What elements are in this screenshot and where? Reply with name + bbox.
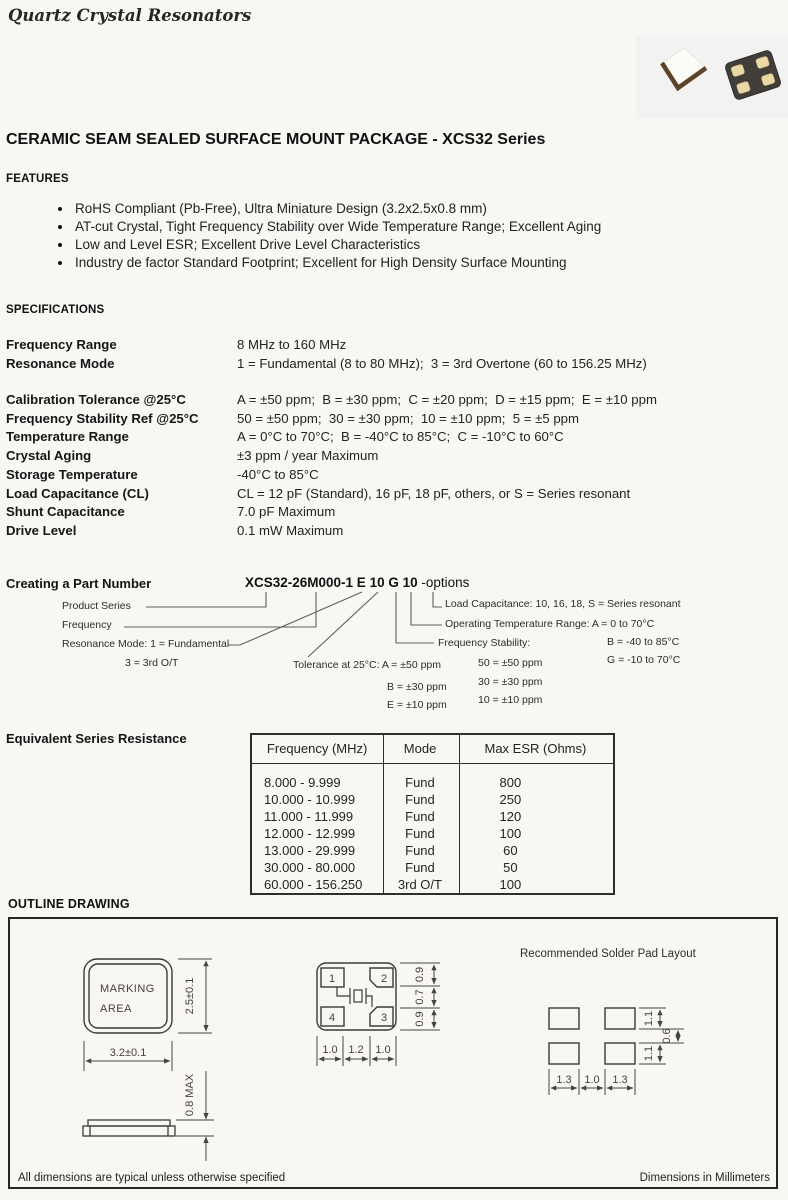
esr-table-body — [252, 764, 613, 893]
part-number-options-suffix: -options — [417, 575, 470, 590]
esr-header-row — [252, 735, 613, 764]
esr-row — [252, 859, 613, 876]
connector-product-series — [146, 592, 266, 607]
solder-pad — [605, 1008, 635, 1029]
pn-label-resonance-mode: Resonance Mode: 1 = Fundamental — [62, 638, 230, 650]
spec-value: 7.0 pF Maximum — [237, 504, 336, 520]
spec-value: A = ±50 ppm; B = ±30 ppm; C = ±20 ppm; D = ±15 ppm; E = ±10 ppm — [237, 392, 657, 407]
note-right: Dimensions in Millimeters — [639, 1172, 770, 1184]
esr-row — [252, 842, 613, 859]
esr-cell-mode: Fund — [405, 809, 435, 824]
esr-cell-frequency: 8.000 - 9.999 — [264, 775, 341, 790]
top-view-package-outline — [84, 959, 172, 1033]
pin-4-label: 4 — [328, 1012, 336, 1024]
brand-title: Quartz Crystal Resonators — [8, 6, 252, 25]
esr-cell-mode: Fund — [405, 860, 435, 875]
esr-heading: Equivalent Series Resistance — [6, 731, 187, 746]
spec-row — [6, 485, 776, 504]
outline-heading: OUTLINE DRAWING — [8, 897, 130, 911]
esr-cell-frequency: 13.000 - 29.999 — [264, 843, 356, 858]
connector-frequency-stability — [396, 592, 434, 643]
pin-2-label: 2 — [380, 973, 388, 985]
pn-label-load-capacitance: Load Capacitance: 10, 16, 18, S = Series resonant — [445, 598, 681, 610]
esr-row — [252, 825, 613, 842]
esr-cell-esr: 120 — [499, 809, 522, 824]
thickness-dim-label: 0.8 MAX — [184, 1073, 196, 1117]
part-number-value — [245, 575, 469, 590]
esr-column-divider — [459, 735, 460, 893]
page-title: CERAMIC SEAM SEALED SURFACE MOUNT PACKAGE - XCS32 Series — [6, 131, 546, 148]
esr-cell-esr: 100 — [499, 826, 522, 841]
spec-label: Shunt Capacitance — [6, 504, 125, 520]
esr-cell-frequency: 60.000 - 156.250 — [264, 877, 363, 892]
pn-label-tolerance-e: E = ±10 ppm — [387, 699, 447, 711]
spec-label: Crystal Aging — [6, 448, 92, 464]
features-heading: FEATURES — [6, 173, 69, 185]
spec-label: Frequency Range — [6, 337, 117, 352]
body-height-dim-label: 2.5±0.1 — [184, 977, 196, 1015]
esr-cell-esr: 60 — [503, 843, 518, 858]
part-number-heading: Creating a Part Number — [6, 576, 152, 591]
spec-row — [6, 428, 776, 447]
spec-value: 1 = Fundamental (8 to 80 MHz); 3 = 3rd Overtone (60 to 156.25 MHz) — [237, 355, 647, 371]
pad-row-dim-bottom: 0.9 — [414, 1011, 426, 1027]
esr-cell-mode: Fund — [405, 826, 435, 841]
pn-label-frequency: Frequency — [62, 619, 112, 631]
esr-cell-frequency: 12.000 - 12.999 — [264, 826, 356, 841]
spec-row — [6, 391, 776, 410]
product-photo — [636, 36, 788, 118]
spec-label: Resonance Mode — [6, 355, 115, 371]
esr-row — [252, 808, 613, 825]
feature-text: AT-cut Crystal, Tight Frequency Stability over Wide Temperature Range; Excellent Aging — [75, 219, 602, 234]
connector-load-capacitance — [433, 592, 442, 607]
spec-label: Load Capacitance (CL) — [6, 485, 149, 501]
outline-drawing-svg — [10, 919, 775, 1186]
feature-item — [58, 200, 768, 218]
spec-value: 8 MHz to 160 MHz — [237, 337, 347, 352]
connector-frequency — [124, 592, 316, 627]
esr-header-frequency: Frequency (MHz) — [266, 741, 368, 756]
spec-row — [6, 522, 776, 541]
solder-row-dim-top: 1.1 — [643, 1010, 655, 1027]
spec-row — [6, 336, 776, 355]
note-left: All dimensions are typical unless otherwise specified — [18, 1172, 286, 1184]
pad-col-dim-left: 1.0 — [322, 1044, 338, 1056]
connector-resonance-mode — [228, 592, 362, 645]
bullet-icon — [58, 225, 62, 229]
pad-row-dim-top: 0.9 — [414, 966, 426, 983]
body-width-dim-label: 3.2±0.1 — [109, 1047, 147, 1059]
pad-row-dim-mid: 0.7 — [414, 989, 426, 1005]
pin-3-label: 3 — [380, 1012, 388, 1024]
feature-text: RoHS Compliant (Pb-Free), Ultra Miniature Design (3.2x2.5x0.8 mm) — [75, 201, 487, 216]
crystal-symbol — [337, 987, 372, 1007]
solder-col-dim-left: 1.3 — [556, 1074, 572, 1086]
spec-row — [6, 447, 776, 466]
pn-label-stability-10: 10 = ±10 ppm — [478, 694, 543, 706]
esr-cell-esr: 800 — [499, 775, 522, 790]
specifications-heading: SPECIFICATIONS — [6, 304, 105, 316]
spec-label: Calibration Tolerance @25°C — [6, 392, 186, 407]
solder-pad — [549, 1008, 579, 1029]
esr-row — [252, 774, 613, 791]
pn-label-operating-temp: Operating Temperature Range: A = 0 to 70°C — [445, 618, 655, 630]
esr-cell-esr: 250 — [499, 792, 522, 807]
esr-column-divider — [383, 735, 384, 893]
spec-value: ±3 ppm / year Maximum — [237, 448, 379, 464]
spec-row — [6, 466, 776, 485]
bullet-icon — [58, 207, 62, 211]
pn-label-tolerance-b: B = ±30 ppm — [387, 681, 447, 693]
marking-area-label-line2: AREA — [100, 1003, 132, 1015]
solder-pads — [549, 1008, 635, 1064]
feature-item — [58, 254, 768, 272]
esr-cell-esr: 100 — [499, 877, 522, 892]
esr-cell-frequency: 30.000 - 80.000 — [264, 860, 356, 875]
solder-pad — [549, 1043, 579, 1064]
feature-item — [58, 236, 768, 254]
spec-label: Drive Level — [6, 522, 77, 538]
esr-cell-mode: Fund — [405, 775, 435, 790]
side-view-package — [83, 1120, 175, 1136]
spec-value: A = 0°C to 70°C; B = -40°C to 85°C; C = -10°C to 60°C — [237, 429, 564, 445]
bullet-icon — [58, 261, 62, 265]
bullet-icon — [58, 243, 62, 247]
features-list — [58, 200, 768, 272]
part-number-code: XCS32-26M000-1 E 10 G 10 — [245, 575, 418, 590]
esr-cell-frequency: 10.000 - 10.999 — [264, 792, 356, 807]
solder-col-dim-mid: 1.0 — [584, 1074, 600, 1086]
esr-header-mode: Mode — [403, 741, 437, 756]
spec-value: 0.1 mW Maximum — [237, 522, 344, 538]
spec-row — [6, 503, 776, 522]
pn-label-stability: Frequency Stability: — [438, 637, 531, 649]
esr-table — [250, 733, 615, 895]
spec-value: CL = 12 pF (Standard), 16 pF, 18 pF, others, or S = Series resonant — [237, 485, 631, 501]
esr-header-max-esr: Max ESR (Ohms) — [484, 741, 587, 756]
pn-label-stability-30: 30 = ±30 ppm — [478, 676, 543, 688]
feature-text: Industry de factor Standard Footprint; Excellent for High Density Surface Mounting — [75, 255, 567, 270]
solder-row-dim-mid: 0.6 — [661, 1028, 673, 1044]
pn-label-product-series: Product Series — [62, 600, 131, 612]
esr-cell-mode: 3rd O/T — [397, 877, 442, 892]
spec-value: 50 = ±50 ppm; 30 = ±30 ppm; 10 = ±10 ppm; 5 = ±5 ppm — [237, 410, 579, 426]
spec-label: Storage Temperature — [6, 466, 138, 482]
spec-row — [6, 355, 776, 374]
pn-label-operating-temp-b: B = -40 to 85°C — [607, 636, 680, 648]
esr-cell-mode: Fund — [405, 792, 435, 807]
esr-cell-frequency: 11.000 - 11.999 — [264, 809, 354, 824]
pad-col-dim-mid: 1.2 — [348, 1044, 364, 1056]
connector-operating-temp — [411, 592, 442, 625]
spec-group-2 — [6, 391, 776, 541]
esr-row — [252, 876, 613, 893]
pn-label-stability-50: 50 = ±50 ppm — [478, 657, 543, 669]
esr-cell-mode: Fund — [405, 843, 435, 858]
solder-col-dim-right: 1.3 — [612, 1074, 628, 1086]
pn-label-resonance-mode-alt: 3 = 3rd O/T — [125, 657, 179, 669]
esr-row — [252, 791, 613, 808]
spec-group-1 — [6, 336, 776, 373]
esr-cell-esr: 50 — [503, 860, 518, 875]
pn-label-tolerance: Tolerance at 25°C: A = ±50 ppm — [293, 659, 442, 671]
spec-label: Temperature Range — [6, 429, 129, 445]
spec-label: Frequency Stability Ref @25°C — [6, 410, 199, 426]
outline-box — [8, 917, 778, 1189]
feature-item — [58, 218, 768, 236]
feature-text: Low and Level ESR; Excellent Drive Level Characteristics — [75, 237, 421, 252]
pad-col-dim-right: 1.0 — [375, 1044, 391, 1056]
marking-area-label-line1: MARKING — [100, 983, 155, 995]
solder-pad-layout-title: Recommended Solder Pad Layout — [520, 948, 696, 960]
pn-label-operating-temp-g: G = -10 to 70°C — [607, 654, 681, 666]
pin-1-label: 1 — [328, 973, 336, 985]
spec-value: -40°C to 85°C — [237, 466, 319, 482]
solder-row-dim-bottom: 1.1 — [643, 1045, 655, 1062]
connector-tolerance — [308, 592, 378, 657]
spec-row — [6, 410, 776, 429]
solder-pad — [605, 1043, 635, 1064]
